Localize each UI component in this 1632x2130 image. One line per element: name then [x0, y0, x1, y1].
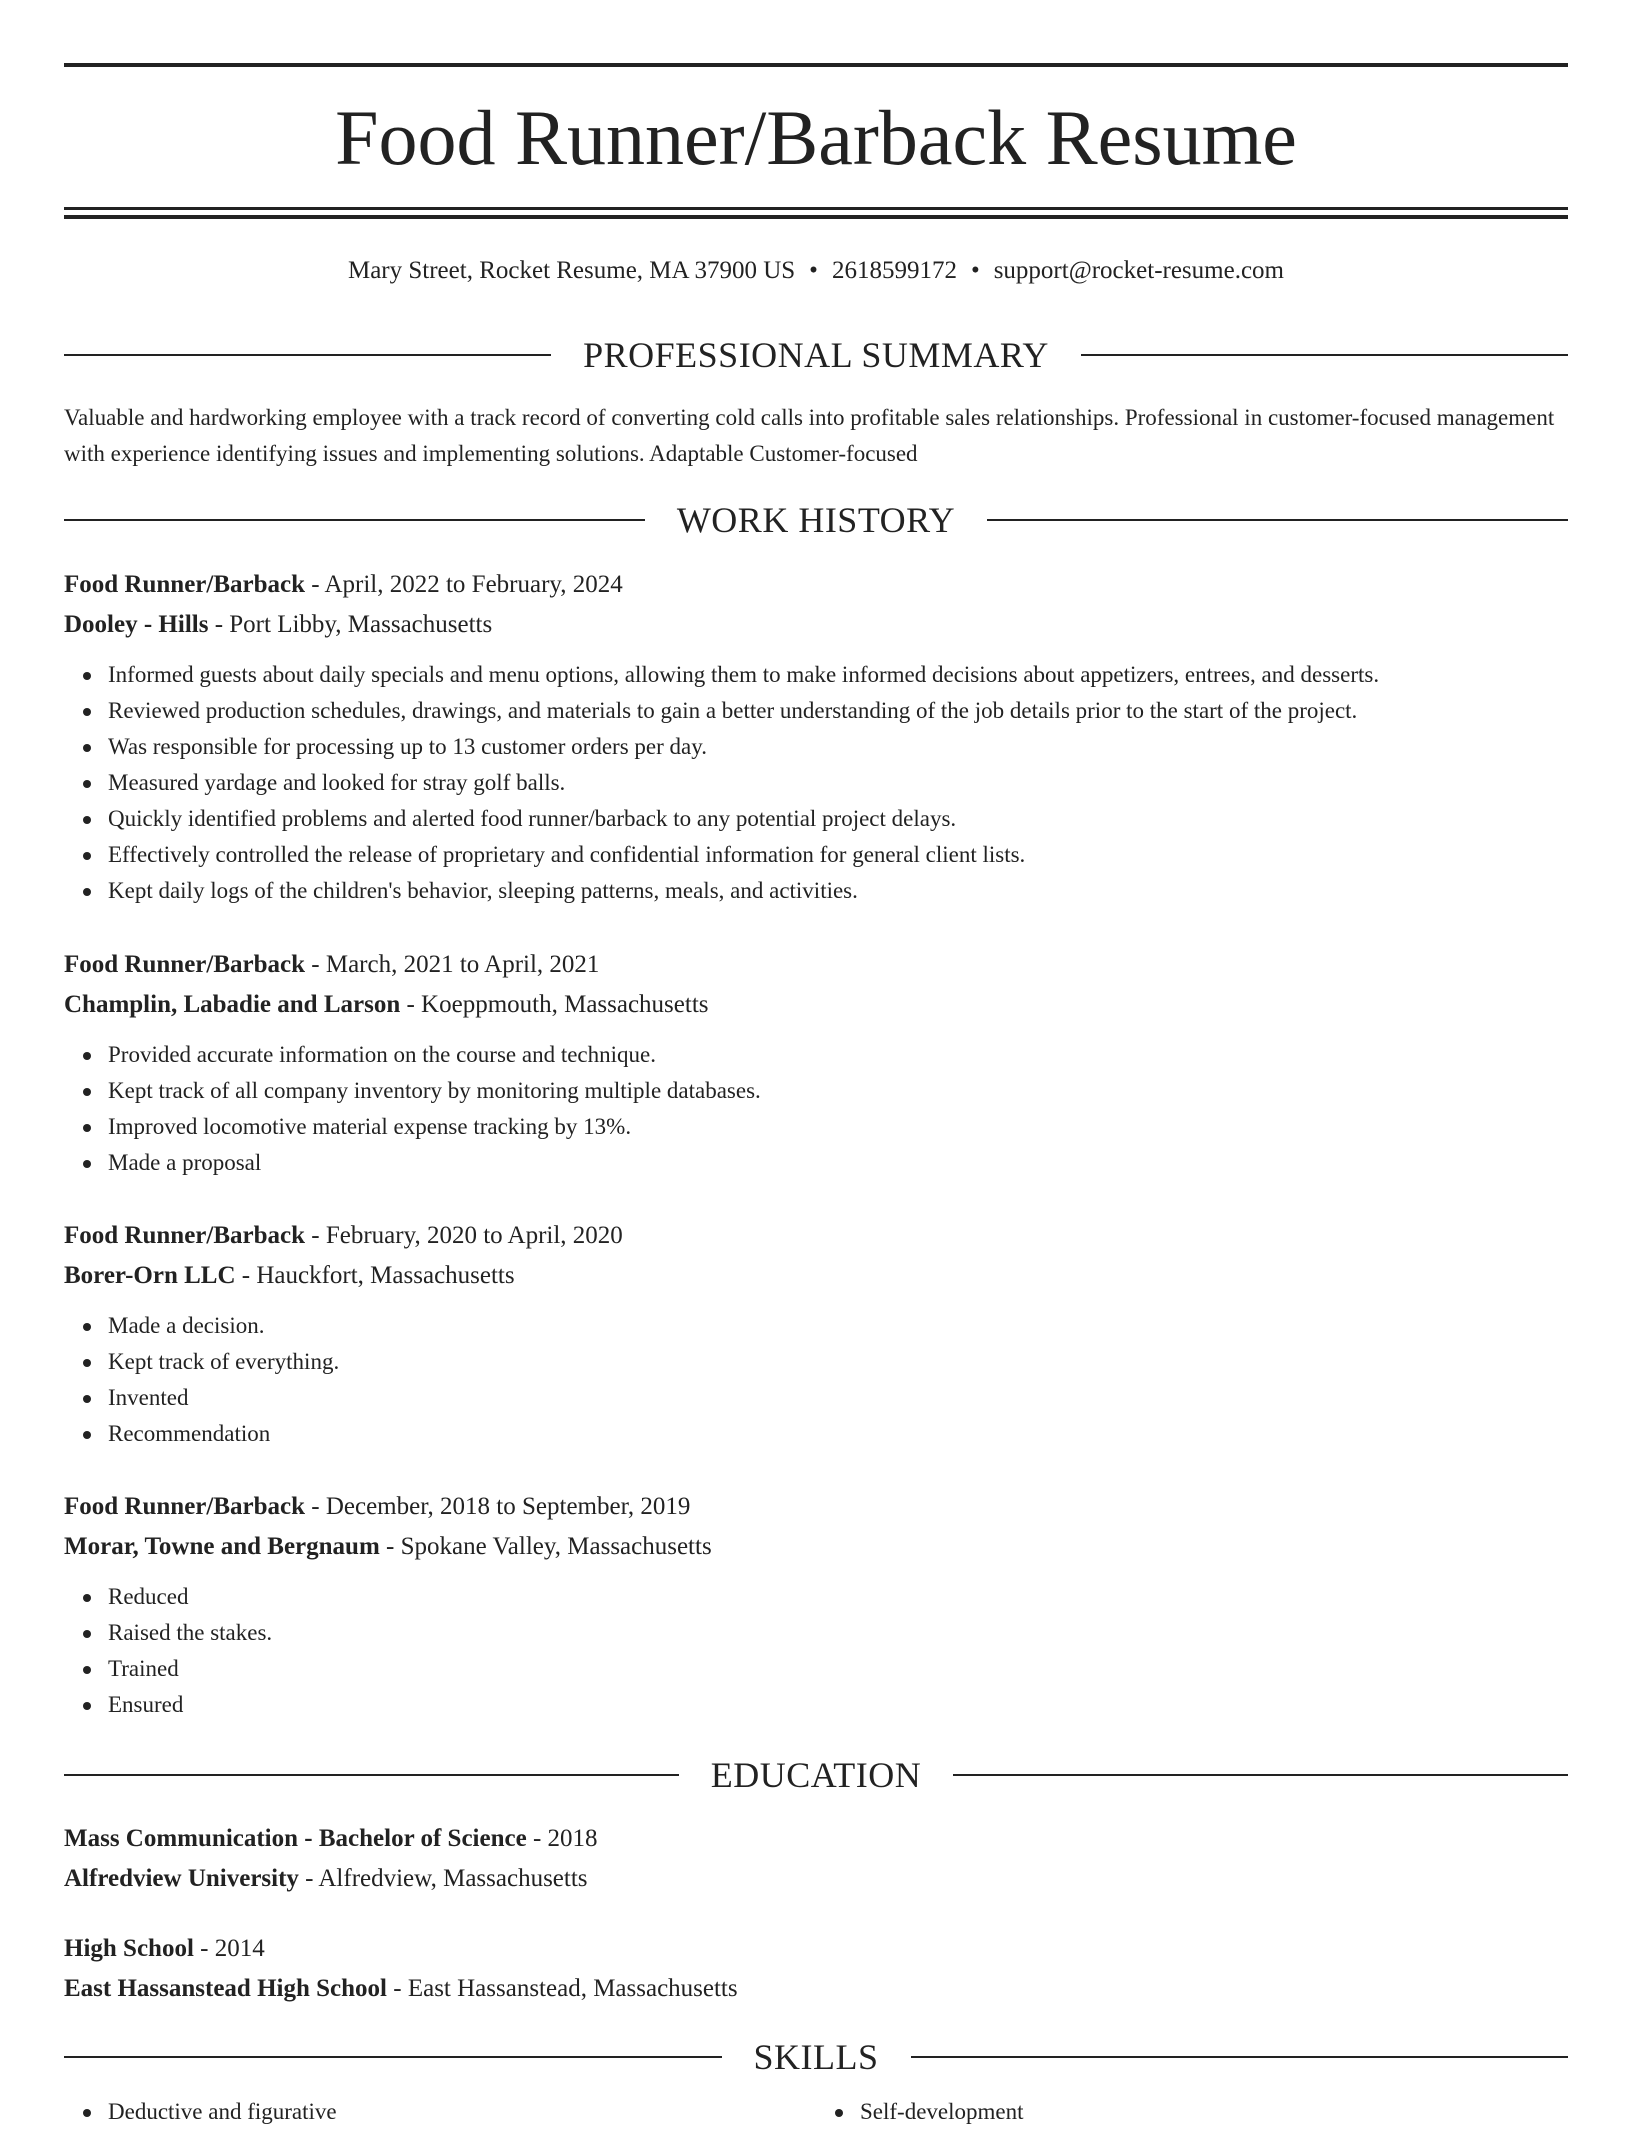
section-heading-skills [64, 2035, 1568, 2079]
education-entry [64, 1929, 1568, 2009]
skill-item: Deductive and figurative [64, 2094, 816, 2130]
job-dates: - December, 2018 to September, 2019 [305, 1493, 691, 1520]
section-heading-education [64, 1753, 1568, 1797]
list-item: Reduced [108, 1579, 1568, 1615]
job-employer-line [64, 1256, 1568, 1296]
list-item: Raised the stakes. [108, 1615, 1568, 1651]
job-employer-line [64, 605, 1568, 645]
job-employer-line [64, 1527, 1568, 1567]
title-rule-upper [64, 207, 1568, 210]
list-item: Ensured [108, 1687, 1568, 1723]
job-entry [64, 1216, 1568, 1452]
education-school-line [64, 1969, 1568, 2009]
education-school: Alfredview University [64, 1865, 299, 1892]
job-bullets [64, 1037, 1568, 1181]
job-title: Food Runner/Barback [64, 571, 306, 598]
job-employer: Dooley - Hills [64, 611, 209, 638]
section-label: PROFESSIONAL SUMMARY [583, 335, 1049, 375]
job-location: - Spokane Valley, Massachusetts [379, 1533, 712, 1560]
job-employer: Morar, Towne and Bergnaum [64, 1533, 380, 1560]
title-rule-lower [64, 215, 1568, 219]
job-entry [64, 1487, 1568, 1723]
section-rule [953, 1774, 1568, 1776]
section-label: EDUCATION [710, 1755, 922, 1795]
contact-separator: • [970, 257, 980, 284]
section-heading-work-history [64, 498, 1568, 542]
contact-address: Mary Street, Rocket Resume, MA 37900 US [347, 257, 796, 284]
job-location: - Hauckfort, Massachusetts [235, 1262, 515, 1289]
job-title-line [64, 945, 1568, 985]
summary-text: Valuable and hardworking employee with a track record of converting cold calls into profitable sales relationships. Professional in customer-focused management with experience identifying issues and implementing solutions. Adaptable Customer-focused [64, 405, 1555, 466]
section-rule [64, 519, 645, 521]
list-item: Quickly identified problems and alerted food runner/barback to any potential project delays. [108, 801, 1568, 837]
section-label: SKILLS [753, 2037, 879, 2077]
list-item: Kept track of all company inventory by monitoring multiple databases. [108, 1073, 1568, 1109]
education-location: - Alfredview, Massachusetts [298, 1865, 588, 1892]
skill-item: Self-development [816, 2094, 1568, 2130]
list-item: Reviewed production schedules, drawings, and materials to gain a better understanding of the job details prior to the start of the project. [108, 693, 1568, 729]
job-employer: Borer-Orn LLC [64, 1262, 236, 1289]
section-rule [911, 2056, 1569, 2058]
list-item: Made a decision. [108, 1308, 1568, 1344]
section-rule [64, 1774, 679, 1776]
education-degree-line [64, 1819, 1568, 1859]
list-item: Measured yardage and looked for stray golf balls. [108, 765, 1568, 801]
education-entry [64, 1819, 1568, 1899]
job-title-line [64, 1216, 1568, 1256]
list-item: Trained [108, 1651, 1568, 1687]
contact-line [64, 254, 1568, 288]
job-bullets [64, 1308, 1568, 1452]
education-degree: High School [64, 1935, 194, 1962]
list-item: Made a proposal [108, 1145, 1568, 1181]
list-item: Was responsible for processing up to 13 customer orders per day. [108, 729, 1568, 765]
job-title-line [64, 1487, 1568, 1527]
job-employer-line [64, 985, 1568, 1025]
list-item: Kept track of everything. [108, 1344, 1568, 1380]
job-entry [64, 565, 1568, 909]
contact-email: support@rocket-resume.com [993, 257, 1284, 284]
job-title: Food Runner/Barback [64, 1222, 306, 1249]
section-rule [1081, 354, 1568, 356]
top-rule [64, 63, 1568, 67]
education-school: East Hassanstead High School [64, 1975, 387, 2002]
job-bullets [64, 657, 1568, 909]
list-item: Recommendation [108, 1416, 1568, 1452]
job-title-line [64, 565, 1568, 605]
job-dates: - April, 2022 to February, 2024 [305, 571, 623, 598]
contact-phone: 2618599172 [831, 257, 957, 284]
education-degree: Mass Communication - Bachelor of Science [64, 1825, 527, 1852]
job-location: - Port Libby, Massachusetts [208, 611, 493, 638]
job-dates: - February, 2020 to April, 2020 [305, 1222, 623, 1249]
job-location: - Koeppmouth, Massachusetts [400, 991, 709, 1018]
resume-title: Food Runner/Barback Resume [335, 94, 1297, 181]
section-rule [64, 2056, 722, 2058]
list-item: Effectively controlled the release of proprietary and confidential information for general client lists. [108, 837, 1568, 873]
contact-separator: • [809, 257, 818, 284]
list-item: Provided accurate information on the course and technique. [108, 1037, 1568, 1073]
section-heading-summary [64, 333, 1568, 377]
section-rule [64, 354, 551, 356]
list-item: Informed guests about daily specials and menu options, allowing them to make informed decisions about appetizers, entrees, and desserts. [108, 657, 1568, 693]
skills-column-left [64, 2094, 816, 2130]
section-rule [987, 519, 1568, 521]
education-degree-line [64, 1929, 1568, 1969]
job-title: Food Runner/Barback [64, 951, 306, 978]
job-employer: Champlin, Labadie and Larson [64, 991, 401, 1018]
skills-column-right [816, 2094, 1568, 2130]
section-label: WORK HISTORY [676, 500, 956, 540]
education-year: - 2014 [193, 1935, 265, 1962]
education-location: - East Hassanstead, Massachusetts [387, 1975, 738, 2002]
education-year: - 2018 [526, 1825, 598, 1852]
list-item: Kept daily logs of the children's behavior, sleeping patterns, meals, and activities. [108, 873, 1568, 909]
job-title: Food Runner/Barback [64, 1493, 306, 1520]
list-item: Improved locomotive material expense tracking by 13%. [108, 1109, 1568, 1145]
job-entry [64, 945, 1568, 1181]
education-school-line [64, 1859, 1568, 1899]
job-bullets [64, 1579, 1568, 1723]
skills-list [64, 2094, 1568, 2130]
list-item: Invented [108, 1380, 1568, 1416]
job-dates: - March, 2021 to April, 2021 [305, 951, 600, 978]
